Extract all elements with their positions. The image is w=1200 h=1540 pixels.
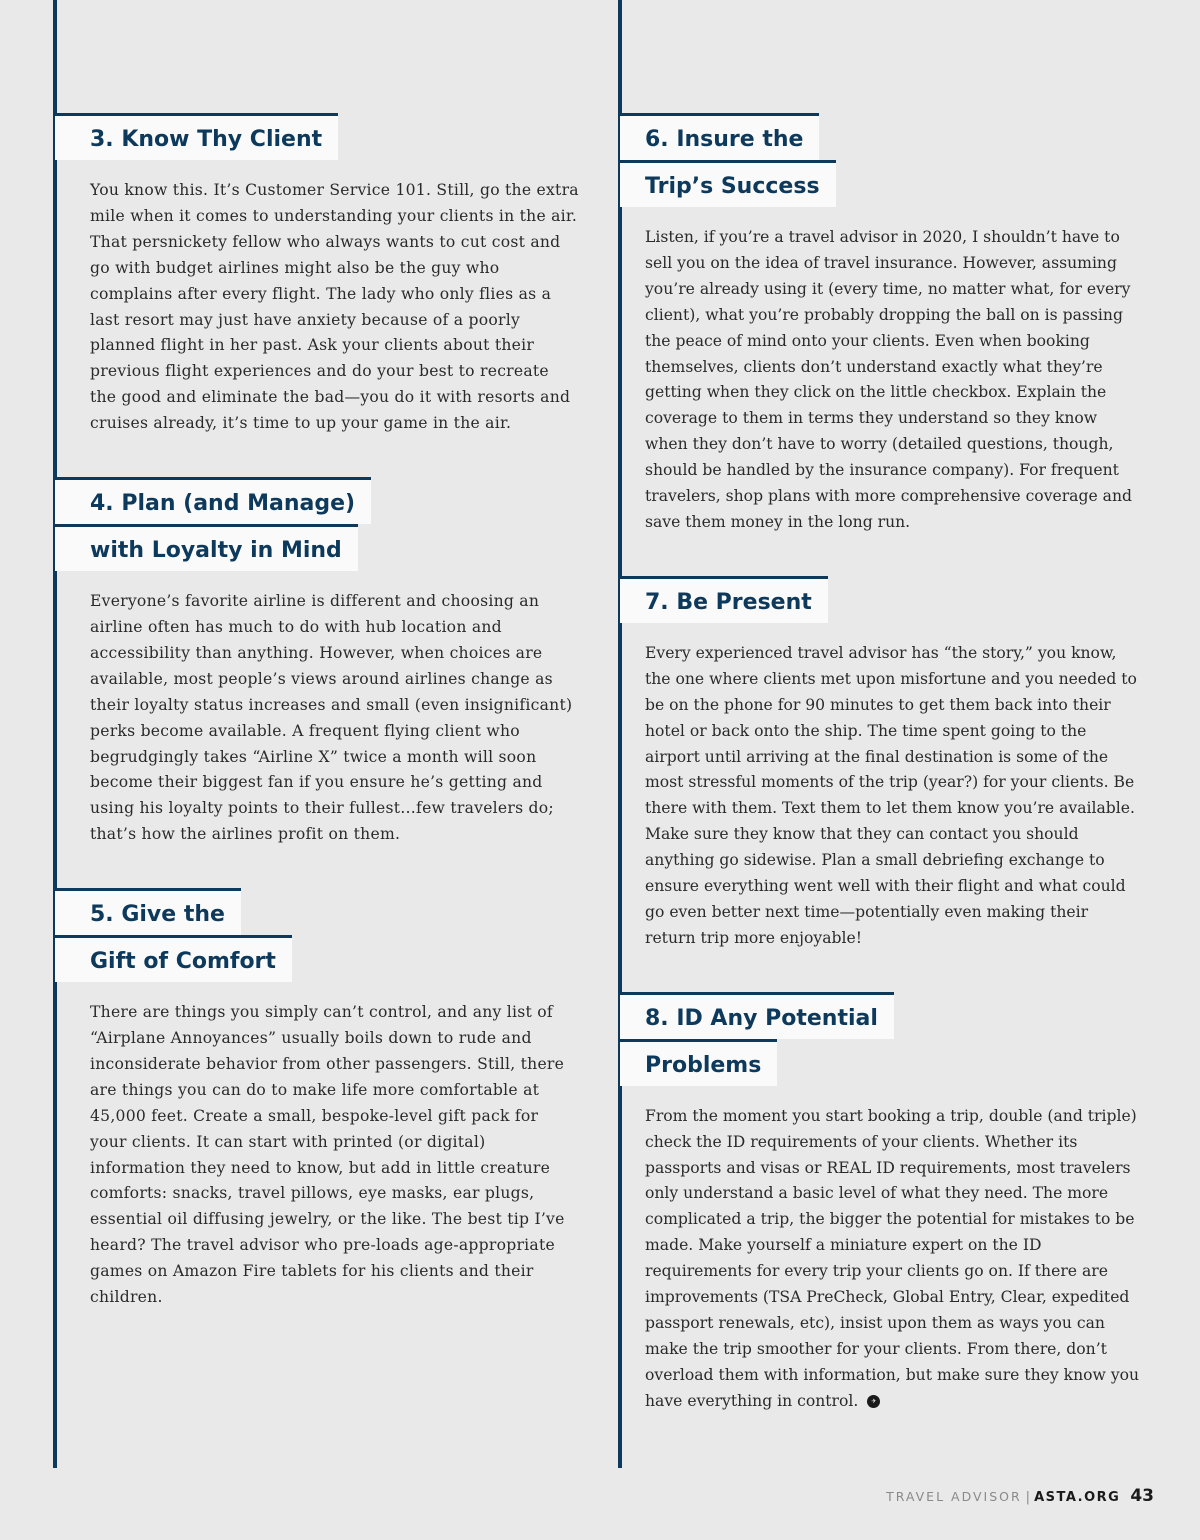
section-id-potential-problems xyxy=(620,992,1140,1415)
heading-line: 3. Know Thy Client xyxy=(55,113,338,160)
page-footer xyxy=(886,1486,1154,1506)
section-body: Listen, if you’re a travel advisor in 2020, I shouldn’t have to sell you on the idea of travel insurance. However, assuming you’re already using it (every time, no matter what, for every client), what you’re probably dropping the ball on is passing the peace of mind onto your clients. Even when booking themselves, clients don’t understand exactly what they’re getting when they click on the little checkbox. Explain the coverage to them in terms they understand so they know when they don’t have to worry (detailed questions, though, should be handled by the insurance company). For frequent travelers, shop plans with more comprehensive coverage and save them money in the long run. xyxy=(645,228,1132,531)
heading-line: 5. Give the xyxy=(55,888,241,935)
right-column xyxy=(620,113,1140,1455)
footer-separator: | xyxy=(1025,1490,1031,1505)
heading-line: 6. Insure the xyxy=(620,113,819,160)
heading-line: 4. Plan (and Manage) xyxy=(55,477,371,524)
left-column xyxy=(55,113,580,1351)
asta-logo-icon: ✈ xyxy=(867,1395,880,1408)
section-be-present xyxy=(620,576,1140,952)
section-body-text: From the moment you start booking a trip, double (and triple) check the ID requirements of your clients. Whether its passports and visas or REAL ID requirements, most travelers only understand a basic level of what they need. The more complicated a trip, the bigger the potential for mistakes to be made. Make yourself a miniature expert on the ID requirements for every trip your clients go on. If there are improvements (TSA PreCheck, Global Entry, Clear, expedited passport renewals, etc), insist upon them as ways you can make the trip smoother for your clients. From there, don’t overload them with information, but make sure they know you have everything in control. xyxy=(645,1106,1140,1410)
section-heading xyxy=(55,888,580,982)
section-body xyxy=(645,1104,1140,1415)
section-gift-of-comfort xyxy=(55,888,580,1311)
section-body: There are things you simply can’t control, and any list of “Airplane Annoyances” usually boils down to rude and inconsiderate behavior from other passengers. Still, there are things you can do to make life more comfortable at 45,000 feet. Create a small, bespoke-level gift pack for your clients. It can start with printed (or digital) information they need to know, but add in little creature comforts: snacks, travel pillows, eye masks, ear plugs, essential oil diffusing jewelry, or the like. The best tip I’ve heard? The travel advisor who pre-loads age-appropriate games on Amazon Fire tablets for his clients and their children. xyxy=(90,1003,565,1307)
page-number: 43 xyxy=(1130,1486,1154,1506)
heading-line: 8. ID Any Potential xyxy=(620,992,894,1039)
section-body: You know this. It’s Customer Service 101. Still, go the extra mile when it comes to understanding your clients in the air. That persnickety fellow who always wants to cut cost and go with budget airlines might also be the guy who complains after every flight. The lady who only flies as a last resort may just have anxiety because of a poorly planned flight in her past. Ask your clients about their previous flight experiences and do your best to recreate the good and eliminate the bad—you do it with resorts and cruises already, it’s time to up your game in the air. xyxy=(90,181,579,433)
section-heading xyxy=(620,992,1140,1086)
heading-line: Gift of Comfort xyxy=(55,935,292,982)
section-heading xyxy=(620,113,1140,207)
magazine-name: TRAVEL ADVISOR xyxy=(886,1489,1022,1504)
section-body: Every experienced travel advisor has “the story,” you know, the one where clients met upon misfortune and you needed to be on the phone for 90 minutes to get them back into their hotel or back onto the ship. The time spent going to the airport until arriving at the final destination is some of the most stressful moments of the trip (year?) for your clients. Be there with them. Text them to let them know you’re available. Make sure they know that they can contact you should anything go sidewise. Plan a small debriefing exchange to ensure everything went well with their flight and what could go even better next time—potentially even making their return trip more enjoyable! xyxy=(645,643,1137,947)
section-plan-with-loyalty xyxy=(55,477,580,848)
site-name: ASTA.ORG xyxy=(1034,1490,1121,1505)
section-body: Everyone’s favorite airline is different and choosing an airline often has much to do with hub location and accessibility than anything. However, when choices are available, most people’s views around airlines change as their loyalty status increases and small (even insignificant) perks become available. A frequent flying client who begrudgingly takes “Airline X” twice a month will soon become their biggest fan if you ensure he’s getting and using his loyalty points to their fullest…few travelers do; that’s how the airlines profit on them. xyxy=(90,592,573,844)
heading-line: Trip’s Success xyxy=(620,160,836,207)
section-heading xyxy=(55,477,580,571)
section-heading xyxy=(55,113,580,160)
heading-line: with Loyalty in Mind xyxy=(55,524,358,571)
section-know-thy-client xyxy=(55,113,580,437)
section-heading xyxy=(620,576,1140,623)
heading-line: Problems xyxy=(620,1039,777,1086)
section-insure-trip xyxy=(620,113,1140,536)
heading-line: 7. Be Present xyxy=(620,576,828,623)
